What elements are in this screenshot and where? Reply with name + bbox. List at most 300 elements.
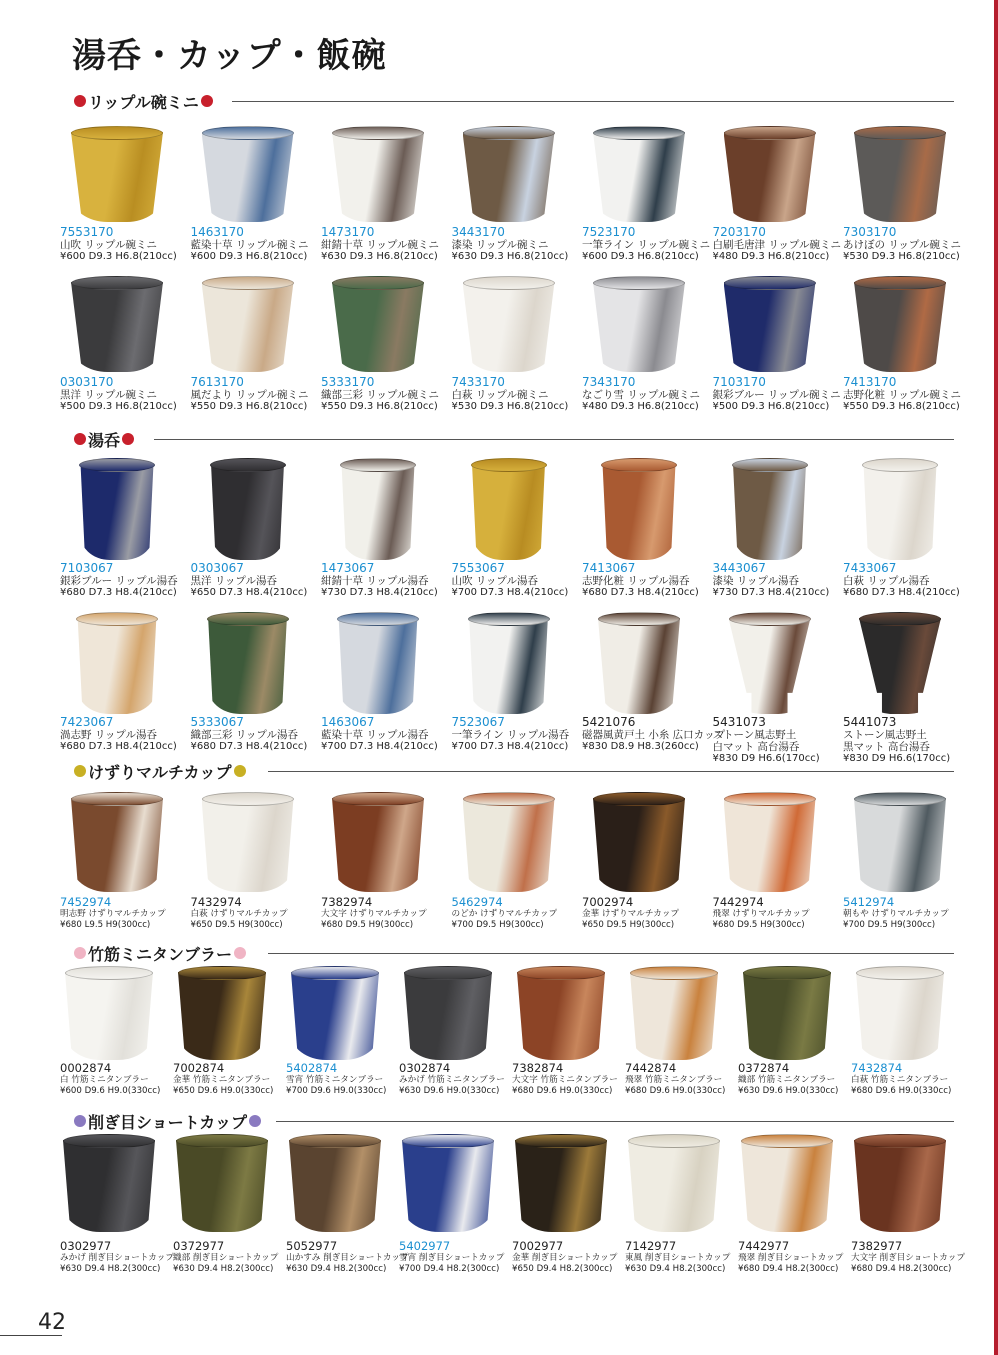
cup-rim bbox=[854, 792, 946, 806]
product-code bbox=[843, 226, 961, 239]
product-price-spec: ¥830 D8.9 H8.3(260cc) bbox=[582, 741, 699, 752]
product-item[interactable] bbox=[58, 966, 171, 1106]
product-code-suffix: 3067 bbox=[343, 715, 375, 729]
product-name: 黒洋 リップル碗ミニ bbox=[60, 389, 157, 401]
product-name: 藍染十草 リップル碗ミニ bbox=[190, 239, 309, 251]
product-code-prefix: 540 bbox=[399, 1239, 421, 1253]
product-name: 大文字 削ぎ目ショートカップ bbox=[851, 1253, 965, 1263]
product-price-spec: ¥650 D9.5 H9(300cc) bbox=[190, 920, 283, 930]
product-price-spec: ¥680 L9.5 H9(300cc) bbox=[60, 920, 151, 930]
product-price-spec: ¥680 D9.4 H8.2(300cc) bbox=[738, 1264, 839, 1274]
cup-rim bbox=[743, 966, 831, 980]
product-price-spec: ¥480 D9.3 H6.8(210cc) bbox=[712, 251, 830, 262]
product-name: みかげ 削ぎ目ショートカップ bbox=[60, 1253, 174, 1263]
product-code-suffix: 2874 bbox=[81, 1061, 112, 1075]
product-item[interactable] bbox=[736, 966, 849, 1106]
product-code-prefix: 730 bbox=[843, 225, 866, 239]
cup-body bbox=[207, 618, 289, 714]
product-caption bbox=[843, 562, 960, 599]
product-price-spec: ¥680 D7.3 H8.4(210cc) bbox=[190, 741, 308, 752]
product-price-spec: ¥650 D9.6 H9.0(330cc) bbox=[173, 1086, 274, 1096]
product-photo bbox=[291, 966, 379, 1060]
product-item[interactable] bbox=[849, 966, 962, 1106]
product-price-spec: ¥730 D7.3 H8.4(210cc) bbox=[712, 587, 830, 598]
product-code bbox=[582, 896, 679, 909]
product-code-suffix: 3067 bbox=[343, 561, 375, 575]
cup-body bbox=[63, 1140, 155, 1232]
product-photo bbox=[471, 458, 547, 560]
product-photo bbox=[463, 126, 555, 222]
product-photo bbox=[332, 792, 424, 892]
product-name: 朝もや けずりマルチカップ bbox=[843, 909, 949, 919]
product-photo bbox=[854, 792, 946, 892]
product-code bbox=[191, 896, 288, 909]
product-code-suffix: 2977 bbox=[194, 1239, 225, 1253]
product-item[interactable] bbox=[841, 792, 972, 940]
product-price-spec: ¥700 D9.5 H9(300cc) bbox=[843, 920, 936, 930]
product-caption bbox=[191, 376, 309, 413]
product-code bbox=[512, 1062, 618, 1075]
product-item[interactable] bbox=[711, 126, 842, 270]
product-price-spec: ¥650 D9.4 H8.2(300cc) bbox=[512, 1264, 613, 1274]
product-code-suffix: 2874 bbox=[872, 1061, 903, 1075]
product-code-suffix: 2977 bbox=[872, 1239, 903, 1253]
product-item[interactable] bbox=[319, 458, 450, 606]
section-title: リップル碗ミニ bbox=[88, 92, 199, 112]
cup-rim bbox=[176, 1134, 268, 1148]
product-code-prefix: 000 bbox=[60, 1061, 82, 1075]
product-name: 銀彩ブルー リップル碗ミニ bbox=[712, 389, 841, 401]
product-item[interactable] bbox=[841, 126, 972, 270]
product-name: 志野化粧 リップル湯呑 bbox=[582, 575, 690, 587]
product-price-spec: ¥830 D9 H6.6(170cc) bbox=[843, 753, 951, 764]
cup-rim bbox=[340, 458, 416, 472]
product-name: 磁器風黄戸土 小糸 広口カップ bbox=[582, 729, 726, 741]
product-code-suffix: 2974 bbox=[864, 895, 895, 909]
product-code-prefix: 146 bbox=[321, 715, 344, 729]
product-price-spec: ¥680 D9.4 H8.2(300cc) bbox=[851, 1264, 952, 1274]
cup-body bbox=[743, 972, 831, 1060]
product-item[interactable] bbox=[841, 458, 972, 606]
product-price-spec: ¥550 D9.3 H6.8(210cc) bbox=[190, 401, 308, 412]
product-photo bbox=[859, 612, 941, 714]
product-photo bbox=[178, 966, 266, 1060]
product-photo bbox=[463, 792, 555, 892]
product-code-prefix: 030 bbox=[60, 375, 83, 389]
cup-rim bbox=[71, 276, 163, 290]
product-code bbox=[60, 896, 166, 909]
product-caption bbox=[60, 226, 177, 263]
product-item[interactable] bbox=[580, 458, 711, 606]
product-photo bbox=[593, 126, 685, 222]
product-photo bbox=[854, 276, 946, 372]
product-caption bbox=[625, 1062, 725, 1097]
product-code bbox=[738, 1062, 838, 1075]
cup-rim bbox=[732, 458, 808, 472]
product-caption bbox=[713, 226, 842, 263]
cup-body bbox=[724, 798, 816, 892]
product-caption bbox=[452, 716, 570, 753]
product-code-prefix: 037 bbox=[738, 1061, 760, 1075]
product-name: 白萩 リップル湯呑 bbox=[843, 575, 930, 587]
product-name: 金華 削ぎ目ショートカップ bbox=[512, 1253, 618, 1263]
cup-rim bbox=[741, 1134, 833, 1148]
product-code bbox=[713, 226, 842, 239]
product-item[interactable] bbox=[711, 792, 842, 940]
product-price-spec: ¥630 D9.4 H8.2(300cc) bbox=[625, 1264, 726, 1274]
product-code-suffix: 3170 bbox=[343, 225, 375, 239]
cup-body bbox=[515, 1140, 607, 1232]
product-price-spec: ¥700 D7.3 H8.4(210cc) bbox=[451, 741, 569, 752]
product-item[interactable] bbox=[623, 1134, 736, 1284]
product-item[interactable] bbox=[736, 1134, 849, 1284]
product-name: 黒洋 リップル湯呑 bbox=[190, 575, 277, 587]
cup-rim bbox=[463, 792, 555, 806]
product-code-prefix: 742 bbox=[60, 715, 83, 729]
product-item[interactable] bbox=[58, 126, 189, 270]
cup-body bbox=[337, 618, 419, 714]
product-code-suffix: 2977 bbox=[533, 1239, 564, 1253]
product-code bbox=[286, 1240, 409, 1253]
product-row bbox=[58, 126, 972, 270]
product-caption bbox=[738, 1240, 843, 1275]
product-name: 漆染 リップル碗ミニ bbox=[451, 239, 549, 251]
product-item[interactable] bbox=[189, 126, 320, 270]
product-item[interactable] bbox=[58, 458, 189, 606]
product-price-spec: ¥500 D9.3 H6.8(210cc) bbox=[712, 401, 830, 412]
product-caption bbox=[713, 716, 820, 765]
product-code-suffix: 2977 bbox=[420, 1239, 451, 1253]
product-code-suffix: 2874 bbox=[194, 1061, 225, 1075]
product-code bbox=[191, 226, 309, 239]
cup-body bbox=[471, 464, 547, 560]
product-name: 白萩 けずりマルチカップ bbox=[190, 909, 288, 919]
section-rule bbox=[268, 953, 954, 954]
product-code bbox=[452, 226, 569, 239]
cup-body bbox=[724, 282, 816, 372]
product-name: 山吹 リップル碗ミニ bbox=[60, 239, 157, 251]
product-item[interactable] bbox=[319, 276, 450, 420]
cup-rim bbox=[598, 612, 680, 626]
product-item[interactable] bbox=[58, 792, 189, 940]
cup-body bbox=[71, 282, 163, 372]
page-edge-bar bbox=[994, 0, 998, 1355]
cup-body bbox=[593, 282, 685, 372]
product-code bbox=[582, 226, 710, 239]
section-title: 削ぎ目ショートカップ bbox=[88, 1112, 248, 1132]
product-caption bbox=[191, 226, 309, 263]
product-code-prefix: 741 bbox=[582, 561, 605, 575]
product-caption bbox=[713, 376, 841, 413]
cup-body bbox=[202, 132, 294, 222]
cup-body bbox=[176, 1140, 268, 1232]
product-code-prefix: 710 bbox=[60, 561, 83, 575]
product-item[interactable] bbox=[397, 1134, 510, 1284]
cup-rim bbox=[63, 1134, 155, 1148]
product-code bbox=[399, 1240, 504, 1253]
cup-body bbox=[71, 798, 163, 892]
product-row bbox=[58, 966, 962, 1106]
product-code-suffix: 2874 bbox=[420, 1061, 451, 1075]
product-photo bbox=[71, 276, 163, 372]
product-code-suffix: 3067 bbox=[82, 561, 114, 575]
cup-body bbox=[463, 282, 555, 372]
bullet-dot-icon bbox=[122, 433, 134, 445]
product-name: 織部 竹筋ミニタンブラー bbox=[738, 1075, 836, 1085]
product-row bbox=[58, 1134, 965, 1284]
product-item[interactable] bbox=[189, 276, 320, 420]
product-item[interactable] bbox=[510, 966, 623, 1106]
product-photo bbox=[862, 458, 938, 560]
product-item[interactable] bbox=[580, 276, 711, 420]
cup-body bbox=[628, 1140, 720, 1232]
product-item[interactable] bbox=[58, 1134, 174, 1284]
product-name: 風だより リップル碗ミニ bbox=[190, 389, 309, 401]
cup-rim bbox=[724, 126, 816, 140]
product-item[interactable] bbox=[319, 612, 450, 760]
product-code-suffix: 2974 bbox=[81, 895, 112, 909]
cup-rim bbox=[202, 792, 294, 806]
product-item[interactable] bbox=[450, 458, 581, 606]
cup-rim bbox=[856, 966, 944, 980]
product-price-spec: ¥680 D7.3 H8.4(210cc) bbox=[60, 741, 177, 752]
product-photo bbox=[732, 458, 808, 560]
product-code-prefix: 755 bbox=[60, 225, 83, 239]
product-photo bbox=[515, 1134, 607, 1232]
product-code-prefix: 147 bbox=[321, 225, 344, 239]
product-caption bbox=[321, 376, 439, 413]
product-price-spec: ¥630 D9.4 H8.2(300cc) bbox=[173, 1264, 274, 1274]
cup-rim bbox=[630, 966, 718, 980]
cup-body bbox=[517, 972, 605, 1060]
product-item[interactable] bbox=[284, 1134, 409, 1284]
product-name: 渦志野 リップル湯呑 bbox=[60, 729, 157, 741]
product-item[interactable] bbox=[841, 612, 972, 764]
product-price-spec: ¥680 D9.6 H9.0(330cc) bbox=[512, 1086, 613, 1096]
product-code-suffix: 3170 bbox=[865, 225, 897, 239]
product-photo bbox=[630, 966, 718, 1060]
product-name: 白萩 竹筋ミニタンブラー bbox=[851, 1075, 949, 1085]
product-code-prefix: 700 bbox=[173, 1061, 195, 1075]
cup-body bbox=[291, 972, 379, 1060]
cup-body bbox=[404, 972, 492, 1060]
product-photo bbox=[176, 1134, 268, 1232]
product-name: のどか けずりマルチカップ bbox=[451, 909, 558, 919]
product-code-prefix: 344 bbox=[451, 225, 475, 239]
product-photo bbox=[337, 612, 419, 714]
product-code bbox=[625, 1240, 730, 1253]
cup-rim bbox=[332, 792, 424, 806]
product-code-suffix: 2974 bbox=[734, 895, 764, 909]
cup-rim bbox=[471, 458, 547, 472]
product-price-spec: ¥530 D9.3 H6.8(210cc) bbox=[843, 251, 960, 262]
cup-body bbox=[732, 464, 808, 560]
product-code-prefix: 720 bbox=[712, 225, 736, 239]
product-caption bbox=[286, 1062, 386, 1097]
product-item[interactable] bbox=[849, 1134, 965, 1284]
product-photo bbox=[79, 458, 155, 560]
product-code bbox=[512, 1240, 617, 1253]
cup-rim bbox=[601, 458, 677, 472]
product-item[interactable] bbox=[623, 966, 736, 1106]
product-photo bbox=[63, 1134, 155, 1232]
cup-body bbox=[202, 282, 294, 372]
product-item[interactable] bbox=[189, 792, 320, 940]
cup-rim bbox=[289, 1134, 381, 1148]
product-name: 一筆ライン リップル湯呑 bbox=[451, 729, 570, 741]
product-code-suffix: 2874 bbox=[646, 1061, 677, 1075]
product-item[interactable] bbox=[450, 126, 581, 270]
product-caption bbox=[321, 226, 439, 263]
product-code bbox=[843, 562, 960, 575]
product-photo bbox=[210, 458, 286, 560]
product-price-spec: ¥630 D9.6 H9.0(330cc) bbox=[399, 1086, 500, 1096]
product-code bbox=[625, 1062, 725, 1075]
product-code bbox=[60, 376, 177, 389]
cup-body bbox=[854, 1140, 946, 1232]
product-code bbox=[60, 1240, 174, 1253]
product-item[interactable] bbox=[171, 1134, 284, 1284]
product-code-prefix: 540 bbox=[286, 1061, 308, 1075]
cup-rim bbox=[76, 612, 158, 626]
section-title: けずりマルチカップ bbox=[88, 762, 232, 782]
product-row bbox=[58, 276, 972, 420]
product-photo bbox=[628, 1134, 720, 1232]
product-code bbox=[452, 896, 558, 909]
product-price-spec: ¥830 D9 H6.6(170cc) bbox=[712, 753, 820, 764]
cup-rim bbox=[207, 612, 289, 626]
product-photo bbox=[332, 276, 424, 372]
cup-body bbox=[630, 972, 718, 1060]
product-code-suffix: 2874 bbox=[307, 1061, 338, 1075]
product-caption bbox=[452, 562, 569, 599]
cup-body bbox=[65, 972, 153, 1060]
product-caption bbox=[582, 376, 700, 413]
bullet-dot-icon bbox=[201, 95, 213, 107]
product-code bbox=[173, 1240, 278, 1253]
product-code-suffix: 2974 bbox=[473, 895, 503, 909]
product-code-prefix: 714 bbox=[625, 1239, 647, 1253]
product-item[interactable] bbox=[171, 966, 284, 1106]
product-code-prefix: 744 bbox=[738, 1239, 760, 1253]
cup-rim bbox=[628, 1134, 720, 1148]
product-price-spec: ¥680 D7.3 H8.4(210cc) bbox=[843, 587, 960, 598]
product-name: 藍染十草 リップル湯呑 bbox=[321, 729, 429, 741]
product-item[interactable] bbox=[319, 126, 450, 270]
product-caption bbox=[713, 896, 810, 931]
product-code-prefix: 752 bbox=[451, 715, 475, 729]
product-code-suffix: 2977 bbox=[307, 1239, 338, 1253]
product-item[interactable] bbox=[711, 276, 842, 420]
product-item[interactable] bbox=[841, 276, 972, 420]
product-code-suffix: 1073 bbox=[865, 715, 897, 729]
cup-body bbox=[332, 798, 424, 892]
product-code bbox=[321, 562, 438, 575]
cup-rim bbox=[202, 126, 294, 140]
product-code-prefix: 743 bbox=[451, 375, 475, 389]
product-code bbox=[843, 376, 961, 389]
product-name: 大文字 竹筋ミニタンブラー bbox=[512, 1075, 618, 1085]
cup-body bbox=[202, 798, 294, 892]
product-item[interactable] bbox=[450, 792, 581, 940]
product-caption bbox=[625, 1240, 730, 1275]
product-caption bbox=[399, 1240, 504, 1275]
product-name-line2: 黒マット 高台湯呑 bbox=[843, 741, 930, 753]
product-item[interactable] bbox=[319, 792, 450, 940]
product-item[interactable] bbox=[284, 966, 397, 1106]
product-caption bbox=[843, 716, 950, 765]
cup-body bbox=[332, 132, 424, 222]
product-price-spec: ¥630 D9.3 H6.8(210cc) bbox=[451, 251, 569, 262]
product-row bbox=[58, 612, 972, 764]
product-photo bbox=[207, 612, 289, 714]
product-price-spec: ¥630 D9.4 H8.2(300cc) bbox=[60, 1264, 161, 1274]
cup-rim bbox=[859, 612, 941, 626]
product-item[interactable] bbox=[397, 966, 510, 1106]
section-title: 湯呑 bbox=[88, 430, 121, 450]
product-code-prefix: 710 bbox=[712, 375, 736, 389]
product-item[interactable] bbox=[189, 612, 320, 760]
product-price-spec: ¥500 D9.3 H6.8(210cc) bbox=[60, 401, 177, 412]
product-name: 金華 竹筋ミニタンブラー bbox=[173, 1075, 271, 1085]
product-item[interactable] bbox=[580, 126, 711, 270]
product-photo bbox=[71, 126, 163, 222]
product-name: あけぼの リップル碗ミニ bbox=[843, 239, 961, 251]
cup-rim bbox=[593, 276, 685, 290]
product-item[interactable] bbox=[510, 1134, 623, 1284]
product-item[interactable] bbox=[450, 612, 581, 760]
product-code-suffix: 2874 bbox=[533, 1061, 564, 1075]
product-code-prefix: 755 bbox=[451, 561, 475, 575]
cup-rim bbox=[332, 126, 424, 140]
cup-rim bbox=[337, 612, 419, 626]
product-photo bbox=[593, 276, 685, 372]
product-code-prefix: 147 bbox=[321, 561, 344, 575]
cup-body bbox=[729, 618, 811, 714]
product-code bbox=[582, 376, 700, 389]
product-price-spec: ¥630 D9.3 H6.8(210cc) bbox=[321, 251, 438, 262]
cup-rim bbox=[854, 1134, 946, 1148]
product-item[interactable] bbox=[58, 612, 189, 760]
product-item[interactable] bbox=[58, 276, 189, 420]
product-code-prefix: 544 bbox=[843, 715, 866, 729]
product-photo bbox=[65, 966, 153, 1060]
cup-body bbox=[601, 464, 677, 560]
product-item[interactable] bbox=[580, 792, 711, 940]
product-caption bbox=[452, 226, 569, 263]
product-code bbox=[60, 716, 177, 729]
cup-body bbox=[724, 132, 816, 222]
product-caption bbox=[843, 376, 961, 413]
product-name: 紺錆十草 リップル碗ミニ bbox=[321, 239, 439, 251]
cup-rim bbox=[71, 792, 163, 806]
product-code-suffix: 3170 bbox=[343, 375, 375, 389]
product-code bbox=[452, 562, 569, 575]
product-name: なごり雪 リップル碗ミニ bbox=[582, 389, 700, 401]
product-item[interactable] bbox=[711, 612, 842, 764]
product-item[interactable] bbox=[711, 458, 842, 606]
product-item[interactable] bbox=[450, 276, 581, 420]
product-name: ストーン風志野土 bbox=[712, 729, 797, 741]
product-code bbox=[191, 562, 308, 575]
product-caption bbox=[60, 1062, 160, 1097]
product-price-spec: ¥700 D9.6 H9.0(330cc) bbox=[286, 1086, 387, 1096]
product-price-spec: ¥600 D9.3 H6.8(210cc) bbox=[190, 251, 308, 262]
product-item[interactable] bbox=[189, 458, 320, 606]
product-photo bbox=[71, 792, 163, 892]
product-code-suffix: 3170 bbox=[735, 225, 766, 239]
section-title: 竹筋ミニタンブラー bbox=[88, 944, 233, 964]
